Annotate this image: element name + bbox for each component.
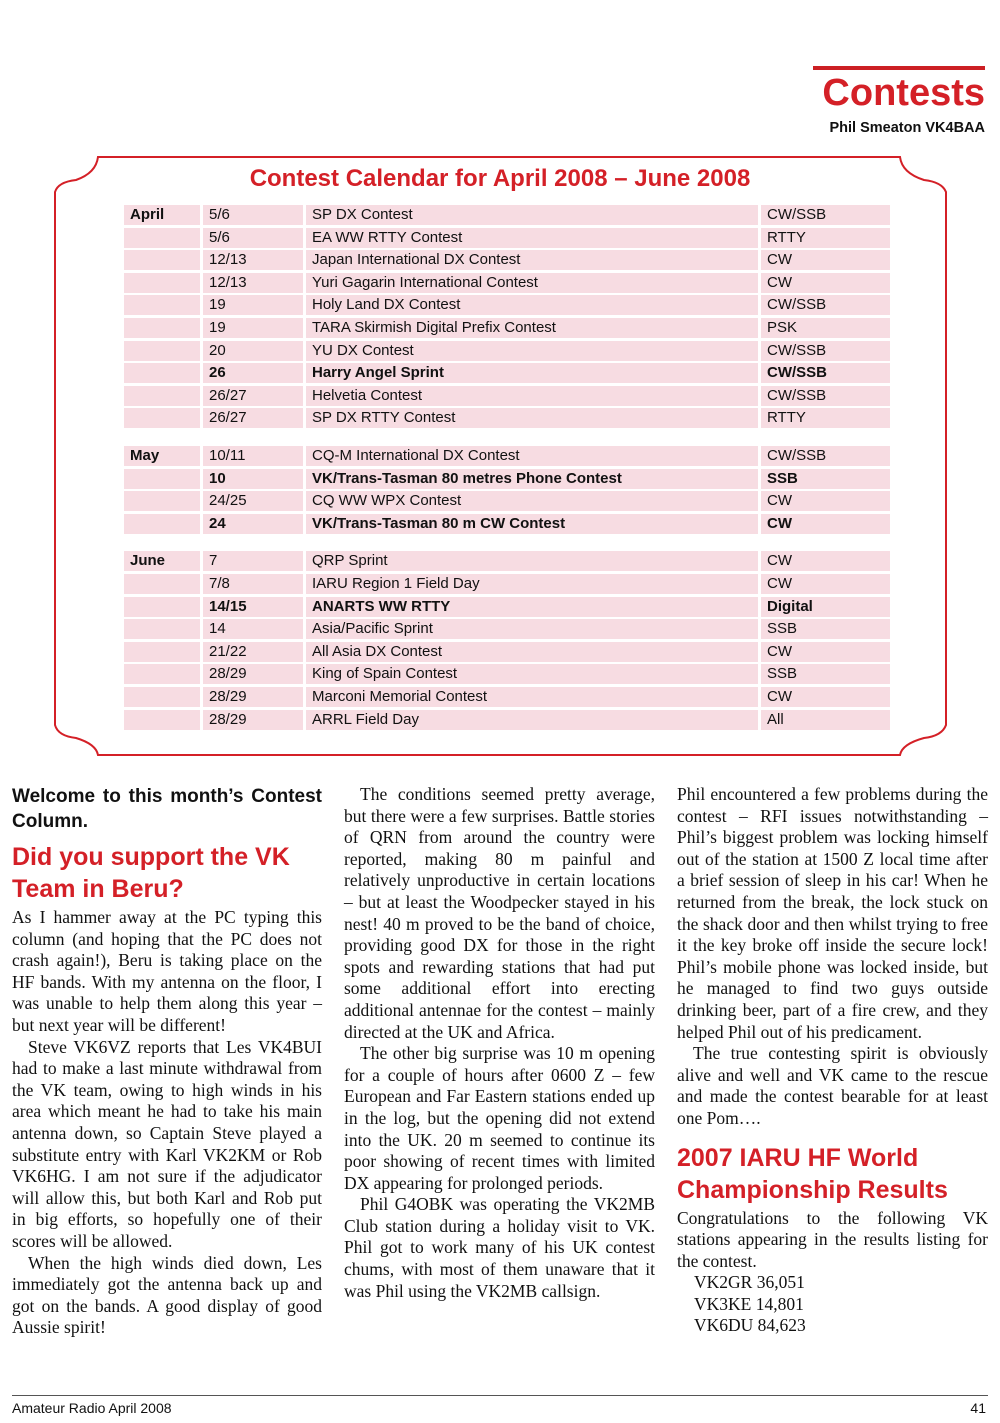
calendar-mode-cell: Digital xyxy=(761,597,890,617)
calendar-month-cell xyxy=(124,514,200,534)
calendar-mode-cell: CW xyxy=(761,551,890,571)
results-list xyxy=(694,1272,988,1337)
calendar-row xyxy=(124,664,890,684)
calendar-row xyxy=(124,619,890,639)
calendar-month-cell xyxy=(124,250,200,270)
calendar-date-cell: 7 xyxy=(203,551,303,571)
calendar-row xyxy=(124,597,890,617)
paragraph: When the high winds died down, Les immediately got the antenna back up and got on the bands. A good display of good Aussie spirit! xyxy=(12,1252,322,1338)
calendar-contest-cell: King of Spain Contest xyxy=(306,664,758,684)
calendar-month-cell xyxy=(124,228,200,248)
calendar-contest-cell: QRP Sprint xyxy=(306,551,758,571)
calendar-mode-cell: CW/SSB xyxy=(761,446,890,466)
footer-divider xyxy=(12,1395,988,1396)
calendar-date-cell: 28/29 xyxy=(203,664,303,684)
result-item: VK3KE 14,801 xyxy=(694,1293,804,1314)
calendar-mode-cell: RTTY xyxy=(761,408,890,428)
article-column-1 xyxy=(12,784,322,1339)
calendar-mode-cell: SSB xyxy=(761,469,890,489)
calendar-date-cell: 5/6 xyxy=(203,228,303,248)
calendar-contest-cell: EA WW RTTY Contest xyxy=(306,228,758,248)
calendar-row xyxy=(124,491,890,511)
calendar-row xyxy=(124,687,890,707)
heading-beru: Did you support the VK Team in Beru? xyxy=(12,843,290,903)
calendar-month-cell: May xyxy=(124,446,200,466)
calendar-mode-cell: PSK xyxy=(761,318,890,338)
calendar-contest-cell: IARU Region 1 Field Day xyxy=(306,574,758,594)
calendar-row xyxy=(124,469,890,489)
calendar-mode-cell: CW/SSB xyxy=(761,295,890,315)
calendar-mode-cell: CW xyxy=(761,514,890,534)
calendar-contest-cell: SP DX Contest xyxy=(306,205,758,225)
paragraph: The other big surprise was 10 m opening for a couple of hours after 0600 Z – few European and Far Eastern stations ended up in the log, but the opening did not extend into the UK. 20 m seemed to continue its poor showing of recent times with limited DX appearing for prolonged periods. xyxy=(344,1043,655,1193)
calendar-row xyxy=(124,250,890,270)
author-byline: Phil Smeaton VK4BAA xyxy=(829,120,985,136)
calendar-row xyxy=(124,386,890,406)
calendar-date-cell: 24/25 xyxy=(203,491,303,511)
paragraph: The true contesting spirit is obviously alive and well and VK came to the rescue and made the contest bearable for at least one Pom…. xyxy=(677,1043,988,1128)
calendar-contest-cell: Holy Land DX Contest xyxy=(306,295,758,315)
calendar-row xyxy=(124,710,890,730)
calendar-mode-cell: RTTY xyxy=(761,228,890,248)
calendar-month-cell: June xyxy=(124,551,200,571)
result-item: VK6DU 84,623 xyxy=(694,1315,806,1336)
calendar-row xyxy=(124,408,890,428)
calendar-month-cell xyxy=(124,318,200,338)
calendar-mode-cell: CW xyxy=(761,574,890,594)
calendar-row xyxy=(124,363,890,383)
calendar-contest-cell: YU DX Contest xyxy=(306,341,758,361)
footer-publication: Amateur Radio April 2008 xyxy=(12,1400,172,1416)
calendar-date-cell: 10/11 xyxy=(203,446,303,466)
paragraph: The conditions seemed pretty average, but there were a few surprises. Battle stories of QRN from around the country were reported, making 80 m painful and relatively unproductive in certain locations – but at least the Woodpecker stayed in his nest! 40 m proved to be the band of choice, providing good DX for those in the right spots and rewarding stations that had put some additional effort into erecting additional antennae for the contest – mainly directed at the UK and Africa. xyxy=(344,784,655,1042)
calendar-row xyxy=(124,446,890,466)
calendar-month-cell xyxy=(124,386,200,406)
calendar-mode-cell: CW/SSB xyxy=(761,363,890,383)
paragraph: As I hammer away at the PC typing this column (and hoping that the PC does not crash again!), Beru is taking place on the HF bands. With my antenna on the floor, I was unable to help them along this year – but next year will be different! xyxy=(12,907,322,1035)
calendar-row xyxy=(124,318,890,338)
calendar-row xyxy=(124,273,890,293)
calendar-date-cell: 26/27 xyxy=(203,386,303,406)
calendar-contest-cell: Asia/Pacific Sprint xyxy=(306,619,758,639)
calendar-mode-cell: CW xyxy=(761,250,890,270)
calendar-month-cell xyxy=(124,408,200,428)
calendar-contest-cell: Japan International DX Contest xyxy=(306,250,758,270)
calendar-date-cell: 12/13 xyxy=(203,273,303,293)
calendar-contest-cell: Harry Angel Sprint xyxy=(306,363,758,383)
calendar-date-cell: 10 xyxy=(203,469,303,489)
calendar-contest-cell: ANARTS WW RTTY xyxy=(306,597,758,617)
calendar-date-cell: 26/27 xyxy=(203,408,303,428)
calendar-month-cell xyxy=(124,642,200,662)
calendar-month-cell: April xyxy=(124,205,200,225)
calendar-month-cell xyxy=(124,574,200,594)
calendar-row xyxy=(124,574,890,594)
calendar-month-cell xyxy=(124,664,200,684)
article-column-3 xyxy=(677,784,988,1337)
calendar-date-cell: 26 xyxy=(203,363,303,383)
calendar-month-cell xyxy=(124,295,200,315)
calendar-date-cell: 24 xyxy=(203,514,303,534)
calendar-date-cell: 14 xyxy=(203,619,303,639)
section-title: Contests xyxy=(813,66,985,116)
article-column-2 xyxy=(344,784,655,1302)
calendar-date-cell: 19 xyxy=(203,318,303,338)
calendar-month-cell xyxy=(124,710,200,730)
calendar-date-cell: 12/13 xyxy=(203,250,303,270)
calendar-row xyxy=(124,295,890,315)
calendar-month-cell xyxy=(124,597,200,617)
paragraph: Congratulations to the following VK stations appearing in the results listing for the contest. xyxy=(677,1207,988,1271)
calendar-row xyxy=(124,205,890,225)
calendar-mode-cell: CW/SSB xyxy=(761,341,890,361)
welcome-text: Welcome to this month’s Contest Column. xyxy=(12,786,322,832)
calendar-row xyxy=(124,514,890,534)
calendar-contest-cell: VK/Trans-Tasman 80 metres Phone Contest xyxy=(306,469,758,489)
calendar-month-cell xyxy=(124,469,200,489)
result-item: VK2GR 36,051 xyxy=(694,1272,805,1293)
calendar-date-cell: 28/29 xyxy=(203,687,303,707)
calendar-contest-cell: Helvetia Contest xyxy=(306,386,758,406)
calendar-contest-cell: VK/Trans-Tasman 80 m CW Contest xyxy=(306,514,758,534)
calendar-mode-cell: CW xyxy=(761,687,890,707)
calendar-month-cell xyxy=(124,363,200,383)
calendar-date-cell: 14/15 xyxy=(203,597,303,617)
calendar-mode-cell: CW xyxy=(761,273,890,293)
calendar-date-cell: 20 xyxy=(203,341,303,361)
calendar-mode-cell: CW xyxy=(761,491,890,511)
calendar-month-cell xyxy=(124,619,200,639)
calendar-date-cell: 5/6 xyxy=(203,205,303,225)
calendar-date-cell: 7/8 xyxy=(203,574,303,594)
calendar-contest-cell: SP DX RTTY Contest xyxy=(306,408,758,428)
calendar-date-cell: 19 xyxy=(203,295,303,315)
calendar-title: Contest Calendar for April 2008 – June 2008 xyxy=(249,165,751,192)
calendar-mode-cell: All xyxy=(761,710,890,730)
calendar-mode-cell: CW/SSB xyxy=(761,205,890,225)
calendar-month-cell xyxy=(124,273,200,293)
calendar-contest-cell: CQ WW WPX Contest xyxy=(306,491,758,511)
calendar-month-cell xyxy=(124,687,200,707)
calendar-mode-cell: CW xyxy=(761,642,890,662)
calendar-contest-cell: Yuri Gagarin International Contest xyxy=(306,273,758,293)
calendar-contest-cell: ARRL Field Day xyxy=(306,710,758,730)
calendar-mode-cell: SSB xyxy=(761,664,890,684)
calendar-contest-cell: All Asia DX Contest xyxy=(306,642,758,662)
calendar-row xyxy=(124,341,890,361)
calendar-mode-cell: CW/SSB xyxy=(761,386,890,406)
calendar-contest-cell: CQ-M International DX Contest xyxy=(306,446,758,466)
heading-iaru-results: 2007 IARU HF World Championship Results xyxy=(677,1143,948,1204)
calendar-month-cell xyxy=(124,491,200,511)
calendar-mode-cell: SSB xyxy=(761,619,890,639)
paragraph: Phil encountered a few problems during the contest – RFI issues notwithstanding – Phil’s biggest problem was locking himself out of the station at 1500 Z local time after a brief session of sleep in his car! When he returned from the break, the lock stuck on the shack door and then whilst trying to free it the key broke off inside the secure lock! Phil’s mobile phone was locked inside, but he managed to find two guys outside drinking beer, part of a fire crew, and they helped Phil out of his predicament. xyxy=(677,784,988,1042)
calendar-month-cell xyxy=(124,341,200,361)
paragraph: Steve VK6VZ reports that Les VK4BUI had to make a last minute withdrawal from the VK team, owing to high winds in his area which meant he had to take his main antenna down, so Captain Steve played a substitute entry with Karl VK2KM or Rob VK6HG. I am not sure if the adjudicator will allow this, but both Karl and Rob put in big efforts, so hopefully one of their scores will be allowed. xyxy=(12,1036,322,1251)
calendar-row xyxy=(124,642,890,662)
page-number: 41 xyxy=(970,1400,986,1416)
calendar-date-cell: 28/29 xyxy=(203,710,303,730)
calendar-date-cell: 21/22 xyxy=(203,642,303,662)
calendar-contest-cell: Marconi Memorial Contest xyxy=(306,687,758,707)
paragraph: Phil G4OBK was operating the VK2MB Club station during a holiday visit to VK. Phil got to work many of his UK contest chums, with most of them unaware that it was Phil using the VK2MB callsign. xyxy=(344,1194,655,1301)
calendar-row xyxy=(124,551,890,571)
calendar-contest-cell: TARA Skirmish Digital Prefix Contest xyxy=(306,318,758,338)
calendar-row xyxy=(124,228,890,248)
